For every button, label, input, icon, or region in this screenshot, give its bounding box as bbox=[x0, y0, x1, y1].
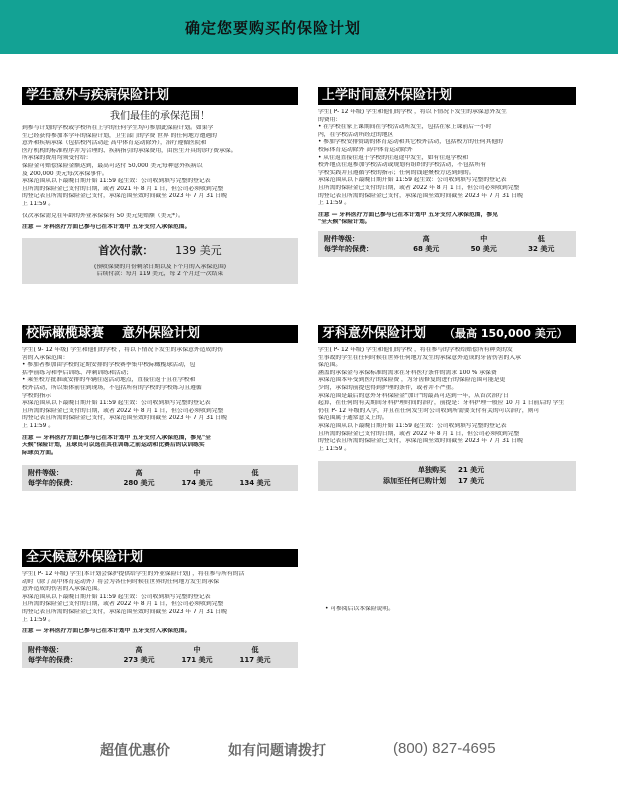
plan-description bbox=[22, 571, 298, 624]
plan-text-line: 承保范围是最后的意外牙科保险金"加计"的最高可达到一年，从首次治疗日 bbox=[318, 392, 509, 399]
plan-text-line: 括季前练习和季后训练、冲刺训练和活动； bbox=[22, 369, 133, 376]
premium-low: 134 美元 bbox=[239, 479, 271, 488]
dental-accident-plan bbox=[318, 325, 576, 535]
tier-mid: 中 bbox=[480, 234, 488, 243]
plan-text-line: 校际体育运动除外 高中体育运动除外 bbox=[318, 146, 413, 153]
plan-description bbox=[22, 125, 298, 209]
page-header bbox=[0, 0, 618, 54]
footer-question-prompt: 如有问题请拨打 bbox=[228, 743, 326, 759]
plan-text-line: 校外地点往返参加学校活动或规划有组织的学校活动，不包括所有 bbox=[318, 162, 487, 169]
premium-label: 每学年的保费： bbox=[28, 479, 77, 488]
plan-description bbox=[318, 347, 576, 453]
plan-title: 学生意外与疾病保险计划 bbox=[22, 87, 298, 105]
payment-note: (预收保费的月份剩余日期以及下个月的入承保范围) bbox=[93, 263, 227, 270]
plan-text-line: 保险金可赔偿保险金额达到，最高可达付 50,000 美元每种意外疾病以 bbox=[22, 162, 203, 169]
plan-text-line: 的登记表且所需的保险金已支付，承保范围至效时间截至 2023 年 7 月 31 日晚 bbox=[22, 193, 227, 200]
student-accident-illness-plan bbox=[22, 87, 298, 322]
plan-text-line: 学校实践并且遵循学校的指示；任何的钱建聚校方达到到的。 bbox=[318, 169, 475, 176]
plan-text-line: 起算，在任何的有关期间牙科护理时间的治疗，前提是：牙科护理一般应 10 月 1 日前后的 学生 bbox=[318, 400, 565, 407]
plan-title bbox=[22, 325, 298, 343]
plan-text-line: 且所需的保险金已支付的日期，或者 2022 年 8 月 1 日，但公司必须收到完整 bbox=[318, 430, 520, 437]
plan-text-line: 承保范围从以下最晚日期开始 11:59 起生效：公司收到填写完整的登记表 bbox=[22, 178, 211, 185]
tier-label: 附件等级： bbox=[324, 234, 359, 243]
plan-text-line: 保范围。 bbox=[318, 362, 342, 369]
interscholastic-football-plan bbox=[22, 325, 298, 540]
tier-mid: 中 bbox=[193, 645, 201, 654]
payment-box bbox=[22, 238, 298, 284]
plan-description bbox=[318, 109, 576, 208]
plan-text-line: 上 11:59 。 bbox=[22, 200, 54, 207]
tier-high: 高 bbox=[422, 234, 430, 243]
addon-price: 17 美元 bbox=[458, 477, 485, 486]
plan-disclaimer: 注意 — 牙科医疗方面已参与已在本计划中 五牙支付入承保范围，参见 bbox=[318, 211, 498, 218]
plan-text-line: • 参加学校安排赞助的体育运动和其它校外活动，包括校方的任何其他的 bbox=[318, 139, 503, 146]
plan-text-line: 意外造成的伤害的入承保范围。 bbox=[22, 586, 104, 593]
payment-subsequent: 后续付款：每月 119 美元，每 2 个月过一次结束 bbox=[96, 271, 224, 278]
plan-text-line: • 从往返直接往返于学校的往返途中发生，如有往返学校和 bbox=[318, 154, 469, 161]
plan-text-line: 校外活动，所以集体前往到现场，不包括所有的学校的学校练习且遵循 bbox=[22, 384, 202, 391]
plan-text-line: 且所需的保险金已支付的日期，或者 2022 年 8 月 1 日，但公司必须收到完整 bbox=[22, 407, 224, 414]
plan-text-line: 的登记表且所需的保险金已支付，承保范围至效时间截至 2023 年 7 月 31 日晚 bbox=[22, 608, 227, 615]
premium-mid: 171 美元 bbox=[181, 655, 213, 664]
premium-label: 每学年的保费： bbox=[28, 655, 77, 664]
plan-disclaimer: 注意 — 牙科医疗方面已参与已在本计划中 五牙支付入承保范围，参见"全 bbox=[22, 434, 211, 441]
plan-text-line: 仍在 P- 12 年级的入学，并且在任何发生时公司收到所需要支付有关的可以治疗，则可 bbox=[318, 407, 540, 414]
plan-text-line: 学生( P- 12 年级) 学生和他们的学校 ，将在参与的学校给赔偿所有种类的发 bbox=[318, 347, 513, 353]
plan-text-line: 医疗机构的标准程序并为合理的、疾病指引的承保费用，由医生开具的诊疗费承保。 bbox=[22, 147, 237, 154]
standalone-label: 单独购买 bbox=[418, 466, 446, 475]
plan-text-line: 内，在学校活动所经过的地区 bbox=[318, 131, 394, 138]
deductible-note: 仅次承保需兑在年龄的外业承保保有 50 美元免赔额（美元*）。 bbox=[22, 212, 184, 219]
plan-disclaimer-cont: "全天候"保险计划。 bbox=[318, 219, 371, 226]
plan-disclaimer: 注意 — 牙科医疗方面已参与已在本计划中 五牙支付入承保范围。 bbox=[22, 224, 191, 231]
plan-text-line: 且所需的保险金已支付的日期，或者 2022 年 8 月 1 日，但公司必须收到完整 bbox=[318, 184, 520, 191]
plan-text-line: • 乘坐校方批准或安排的车辆往返活动地点，直接往返于且在学校和 bbox=[22, 377, 196, 384]
tier-low: 低 bbox=[251, 645, 259, 654]
plan-text-line: 所承保的费用均须受付给： bbox=[22, 155, 92, 162]
plan-text-line: 保范围属于通常意义上的。 bbox=[318, 415, 388, 422]
plan-text-line: 上 11:59 。 bbox=[318, 200, 350, 207]
plan-text-line: 及 200,000 美元每次承保事件。 bbox=[22, 170, 108, 177]
plan-text-line: 学生( P- 12 年级) 学生和他们的学校 ，将以下情况下发生的承保意外发生 bbox=[318, 109, 507, 115]
plan-text-line: 的登记表且所需的保险金已支付，承保范围至效时间截至 2023 年 7 月 31 日晚 bbox=[318, 438, 523, 445]
coverage-tiers bbox=[318, 231, 576, 257]
plan-title: 全天候意外保险计划 bbox=[22, 549, 298, 567]
page-title: 确定您要购买的保险计划 bbox=[185, 19, 362, 37]
plan-text-line: • 参加者参加由学校的定期安排的学校赛季集中校际橄榄球活动，包 bbox=[22, 362, 196, 369]
plan-text-line: 学生( 9- 12 年级) 学生和他们的学校 ，将以下情况下发生的承保意外造成的伤 bbox=[22, 347, 223, 353]
tier-high: 高 bbox=[135, 469, 143, 478]
plan-text-line: 上 11:59 。 bbox=[22, 422, 54, 429]
plan-text-line: 上 11:59 。 bbox=[22, 616, 54, 623]
plan-text-line: 的费用： bbox=[318, 116, 342, 123]
premium-high: 280 美元 bbox=[123, 479, 155, 488]
plan-text-line: 学校的指示 bbox=[22, 392, 51, 399]
plan-text-line: 到参与计划的学校或学校所在上学的任何学生均可参加此保险计划。如果学 bbox=[22, 125, 214, 131]
footer-phone-number[interactable]: (800) 827-4695 bbox=[393, 740, 496, 757]
plan-title-extra: 意外保险计划 bbox=[122, 326, 201, 341]
plan-disclaimer-end: 际球员方面。 bbox=[22, 449, 57, 456]
24-hour-accident-plan bbox=[22, 549, 298, 699]
plan-text-line: 承保范围从以下最晚日期开始 11:59 起生效：公司收到填写完整的登记表 bbox=[22, 400, 211, 407]
plan-text-line: 动时（除了高中体育运动外）将会为各任何时候在世界的任何地方发生的承保 bbox=[22, 578, 220, 585]
footer-value-price: 超值优惠价 bbox=[100, 743, 170, 759]
plan-text-line: 涵盖的承保金与承保标准的需求在牙科医疗条件的需求 100 % 承保费 bbox=[318, 369, 497, 376]
plan-text-line: 生已经获得参加本学年的保险计划，卫生部门的学费 世界 的任何地方遭遇的 bbox=[22, 132, 217, 139]
premium-label: 每学年的保费： bbox=[324, 244, 373, 253]
plan-disclaimer: 注意 — 牙科医疗方面已参与已在本计划中 五牙支付入承保范围。 bbox=[22, 628, 191, 635]
tier-high: 高 bbox=[135, 645, 143, 654]
plan-description bbox=[22, 347, 298, 431]
plan-text-line: 的登记表且所需的保险金已支付，承保范围至效时间截至 2023 年 7 月 31 日晚 bbox=[318, 192, 523, 199]
premium-mid: 50 美元 bbox=[470, 244, 497, 253]
dental-pricing bbox=[318, 461, 576, 491]
premium-high: 68 美元 bbox=[413, 244, 440, 253]
plan-text-line: 生事故的学生在任何时候在世界任何地方发生的承保意外造成的牙齿伤害的入承 bbox=[318, 354, 521, 361]
tier-label: 附件等级： bbox=[28, 469, 63, 478]
coverage-tiers bbox=[22, 465, 298, 491]
plan-title bbox=[318, 325, 576, 343]
plan-title-extra: （最高 150,000 美元） bbox=[444, 327, 568, 340]
plan-text-line: • 在学校在家上课期间在学校活动所发生，包括在家上课前后一小时 bbox=[318, 124, 492, 131]
plan-text-line: 承保范围本年受到医疗的保险费 ，为牙齿修复的进行的保险范围可能是更 bbox=[318, 377, 506, 384]
side-note: • 可参阅后以本保险说明。 bbox=[325, 606, 395, 612]
plan-text-line: 且所需的保险金已支付的日期，或者 2022 年 8 月 1 日，但公司必须收到完整 bbox=[22, 601, 224, 608]
payment-amount: 139 美元 bbox=[175, 243, 222, 257]
plan-text-line: 学生( P- 12 年级) 学生(本计划会保护提供给学生的外业保险计划) ，将在参与所有的活 bbox=[22, 571, 245, 577]
plan-text-line: 少的，承保的前提也得到护理的条件，或者并不严重。 bbox=[318, 384, 458, 391]
tier-low: 低 bbox=[537, 234, 545, 243]
plan-text-line: 承保范围从以下最晚日期开始 11:59 起生效：公司收到填写完整的登记表 bbox=[22, 593, 211, 600]
plan-text-line: 承保范围从以下最晚日期开始 11:59 起生效：公司收到填写完整的登记表 bbox=[318, 422, 507, 429]
payment-label: 首次付款： bbox=[98, 243, 154, 257]
plan-subtitle: 我们最佳的承保范围！ bbox=[110, 111, 210, 122]
plan-title-main: 牙科意外保险计划 bbox=[322, 326, 427, 341]
premium-low: 32 美元 bbox=[528, 244, 555, 253]
plan-text-line: 意外和疾病承保（包括校内活动赴 高中体育运动除外），治疗遵循医院和 bbox=[22, 140, 207, 147]
plan-text-line: 的登记表且所需的保险金已支付，承保范围至效时间截至 2023 年 7 月 31 日晚 bbox=[22, 415, 227, 422]
premium-mid: 174 美元 bbox=[181, 479, 213, 488]
school-time-accident-plan bbox=[318, 87, 576, 314]
coverage-tiers bbox=[22, 642, 298, 668]
plan-title-main: 校际橄榄球赛 bbox=[26, 326, 105, 341]
tier-low: 低 bbox=[251, 469, 259, 478]
premium-high: 273 美元 bbox=[123, 655, 155, 664]
standalone-price: 21 美元 bbox=[458, 466, 485, 475]
premium-low: 117 美元 bbox=[239, 655, 271, 664]
plan-text-line: 承保范围从以下最晚日期开始 11:59 起生效：公司收到填写完整的登记表 bbox=[318, 177, 507, 184]
tier-mid: 中 bbox=[193, 469, 201, 478]
addon-label: 添加至任何已购计划 bbox=[383, 477, 446, 486]
plan-disclaimer-cont: 天候"保险计划，且球员可以选在其在训练之前运动和比赛后的以训练实 bbox=[22, 442, 205, 449]
tier-label: 附件等级： bbox=[28, 645, 63, 654]
plan-text-line: 害的入承保范围： bbox=[22, 354, 69, 361]
plan-title: 上学时间意外保险计划 bbox=[318, 87, 576, 105]
plan-text-line: 上 11:59 。 bbox=[318, 445, 350, 452]
plan-text-line: 且所需的保险金已支付的日期，或者 2021 年 8 月 1 日，但公司必须收到完整 bbox=[22, 185, 224, 192]
